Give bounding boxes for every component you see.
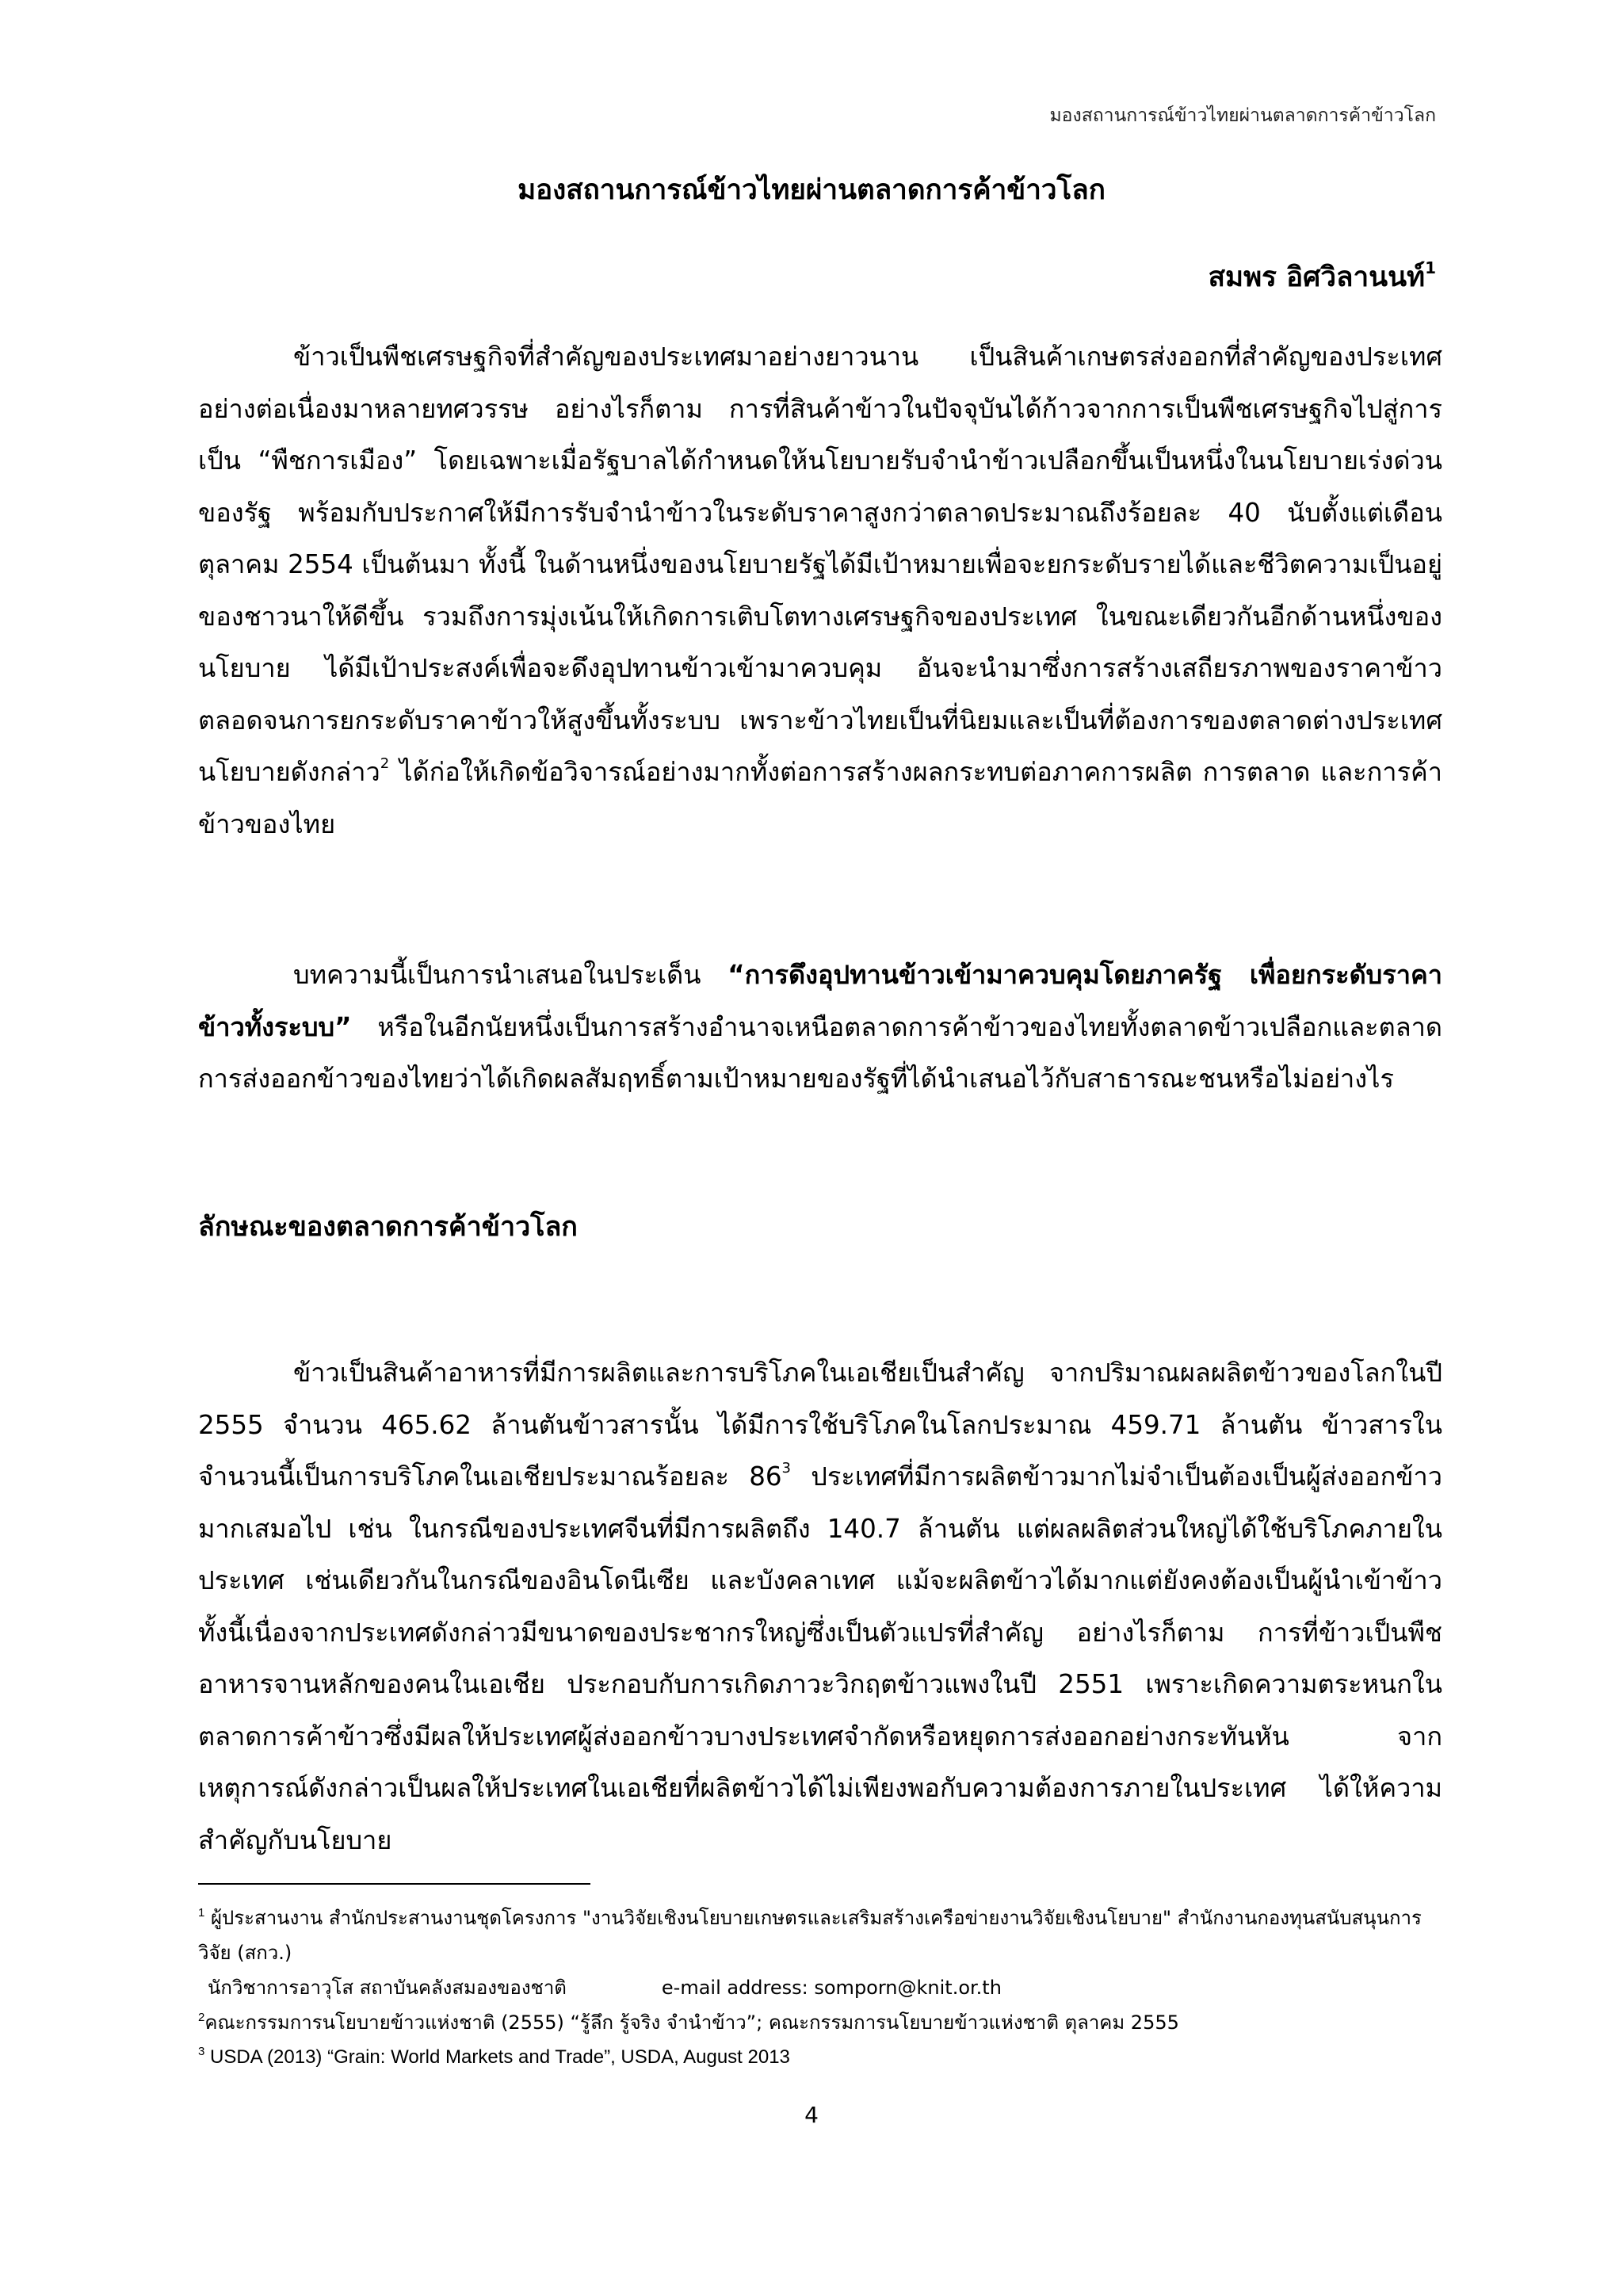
- author-footnote-ref[interactable]: 1: [1425, 258, 1436, 277]
- footnote-1-marker: 1: [198, 1906, 205, 1920]
- footnote-3-marker: 3: [198, 2045, 205, 2058]
- footnote-2-text: คณะกรรมการนโยบายข้าวแห่งชาติ (2555) “รู้ลึก รู้จริง จำนำข้าว”; คณะกรรมการนโยบายข้าวแห่งชาติ ตุลาคม 2555: [204, 2011, 1179, 2034]
- footnote-3: [198, 2040, 1442, 2075]
- paragraph-2-emphasis: “การดึงอุปทานข้าวเข้ามาควบคุมโดยภาครัฐ เพื่อยกระดับราคาข้าวทั้งระบบ”: [198, 960, 1442, 1042]
- page-title: มองสถานการณ์ข้าวไทยผ่านตลาดการค้าข้าวโลก: [517, 174, 1106, 206]
- paragraph-1: [198, 331, 1442, 850]
- paragraph-2-lead: บทความนี้เป็นการนำเสนอในประเด็น: [293, 960, 728, 990]
- footnote-ref-3[interactable]: 3: [781, 1460, 791, 1477]
- page-number: 4: [804, 2102, 819, 2128]
- paragraph-3-text-a: ข้าวเป็นสินค้าอาหารที่มีการผลิตและการบริโภคในเอเชียเป็นสำคัญ จากปริมาณผลผลิตข้าวของโลกในปี 2555 จำนวน 465.62 ล้านตันข้าวสารนั้น ได้มีการใช้บริโภคในโลกประมาณ 459.71 ล้านตัน ข้าวสารในจำนวนนี้เป็นการบริโภคในเอเชียประมาณร้อยละ 86: [198, 1358, 1442, 1492]
- footnote-2-marker: 2: [198, 2011, 205, 2024]
- section-heading: ลักษณะของตลาดการค้าข้าวโลก: [198, 1211, 578, 1243]
- running-header: มองสถานการณ์ข้าวไทยผ่านตลาดการค้าข้าวโลก: [1049, 105, 1436, 126]
- footnote-1-text: ผู้ประสานงาน สำนักประสานงานชุดโครงการ "งานวิจัยเชิงนโยบายเกษตรและเสริมสร้างเครือข่ายงานวิจัยเชิงนโยบาย" สำนักงานกองทุนสนับสนุนการวิจัย (สกว.): [198, 1907, 1422, 1964]
- author-line: [1209, 255, 1436, 299]
- footnote-ref-2[interactable]: 2: [380, 755, 390, 772]
- paragraph-2: [198, 949, 1442, 1106]
- footnote-1-affiliation: นักวิชาการอาวุโส สถาบันคลังสมองของชาติ: [208, 1977, 567, 1999]
- paragraph-3: [198, 1347, 1442, 1866]
- paragraph-2-rest: หรือในอีกนัยหนึ่งเป็นการสร้างอำนาจเหนือตลาดการค้าข้าวของไทยทั้งตลาดข้าวเปลือกและตลาดการส่งออกข้าวของไทยว่าได้เกิดผลสัมฤทธิ์ตามเป้าหมายของรัฐที่ได้นำเสนอไว้กับสาธารณะชนหรือไม่อย่างไร: [198, 1011, 1442, 1094]
- footnote-1-contact: [198, 1970, 1442, 2005]
- footnote-divider: [198, 1883, 590, 1885]
- footnote-3-text: USDA (2013) “Grain: World Markets and Trade”, USDA, August 2013: [204, 2046, 790, 2068]
- paragraph-1-text-b: ได้ก่อให้เกิดข้อวิจารณ์อย่างมากทั้งต่อการสร้างผลกระทบต่อภาคการผลิต การตลาด และการค้าข้าวของไทย: [198, 757, 1442, 839]
- footnotes: [198, 1901, 1442, 2075]
- footnote-1: [198, 1901, 1442, 1970]
- paragraph-1-text-a: ข้าวเป็นพืชเศรษฐกิจที่สำคัญของประเทศมาอย่างยาวนาน เป็นสินค้าเกษตรส่งออกที่สำคัญของประเทศอย่างต่อเนื่องมาหลายทศวรรษ อย่างไรก็ตาม การที่สินค้าข้าวในปัจจุบันได้ก้าวจากการเป็นพืชเศรษฐกิจไปสู่การเป็น “พืชการเมือง” โดยเฉพาะเมื่อรัฐบาลได้กำหนดให้นโยบายรับจำนำข้าวเปลือกขึ้นเป็นหนึ่งในนโยบายเร่งด่วนของรัฐ พร้อมกับประกาศให้มีการรับจำนำข้าวในระดับราคาสูงกว่าตลาดประมาณถึงร้อยละ 40 นับตั้งแต่เดือนตุลาคม 2554 เป็นต้นมา ทั้งนี้ ในด้านหนึ่งของนโยบายรัฐได้มีเป้าหมายเพื่อจะยกระดับรายได้และชีวิตความเป็นอยู่ของชาวนาให้ดีขึ้น รวมถึงการมุ่งเน้นให้เกิดการเติบโตทางเศรษฐกิจของประเทศ ในขณะเดียวกันอีกด้านหนึ่งของนโยบาย ได้มีเป้าประสงค์เพื่อจะดึงอุปทานข้าวเข้ามาควบคุม อันจะนำมาซึ่งการสร้างเสถียรภาพของราคาข้าว ตลอดจนการยกระดับราคาข้าวให้สูงขึ้นทั้งระบบ เพราะข้าวไทยเป็นที่นิยมและเป็นที่ต้องการของตลาดต่างประเทศ นโยบายดังกล่าว: [198, 342, 1442, 787]
- author-email[interactable]: e-mail address: somporn@knit.or.th: [661, 1977, 1002, 1999]
- footnote-2: [198, 2005, 1442, 2040]
- paragraph-3-text-b: ประเทศที่มีการผลิตข้าวมากไม่จำเป็นต้องเป็นผู้ส่งออกข้าวมากเสมอไป เช่น ในกรณีของประเทศจีนที่มีการผลิตถึง 140.7 ล้านตัน แต่ผลผลิตส่วนใหญ่ได้ใช้บริโภคภายในประเทศ เช่นเดียวกันในกรณีของอินโดนีเซีย และบังคลาเทศ แม้จะผลิตข้าวได้มากแต่ยังคงต้องเป็นผู้นำเข้าข้าว ทั้งนี้เนื่องจากประเทศดังกล่าวมีขนาดของประชากรใหญ่ซึ่งเป็นตัวแปรที่สำคัญ อย่างไรก็ตาม การที่ข้าวเป็นพืชอาหารจานหลักของคนในเอเชีย ประกอบกับการเกิดภาวะวิกฤตข้าวแพงในปี 2551 เพราะเกิดความตระหนกในตลาดการค้าข้าวซึ่งมีผลให้ประเทศผู้ส่งออกข้าวบางประเทศจำกัดหรือหยุดการส่งออกอย่างกระทันหัน จากเหตุการณ์ดังกล่าวเป็นผลให้ประเทศในเอเชียที่ผลิตข้าวได้ไม่เพียงพอกับความต้องการภายในประเทศ ได้ให้ความสำคัญกับนโยบาย: [198, 1461, 1442, 1855]
- author-name: สมพร อิศวิลานนท์: [1208, 262, 1426, 293]
